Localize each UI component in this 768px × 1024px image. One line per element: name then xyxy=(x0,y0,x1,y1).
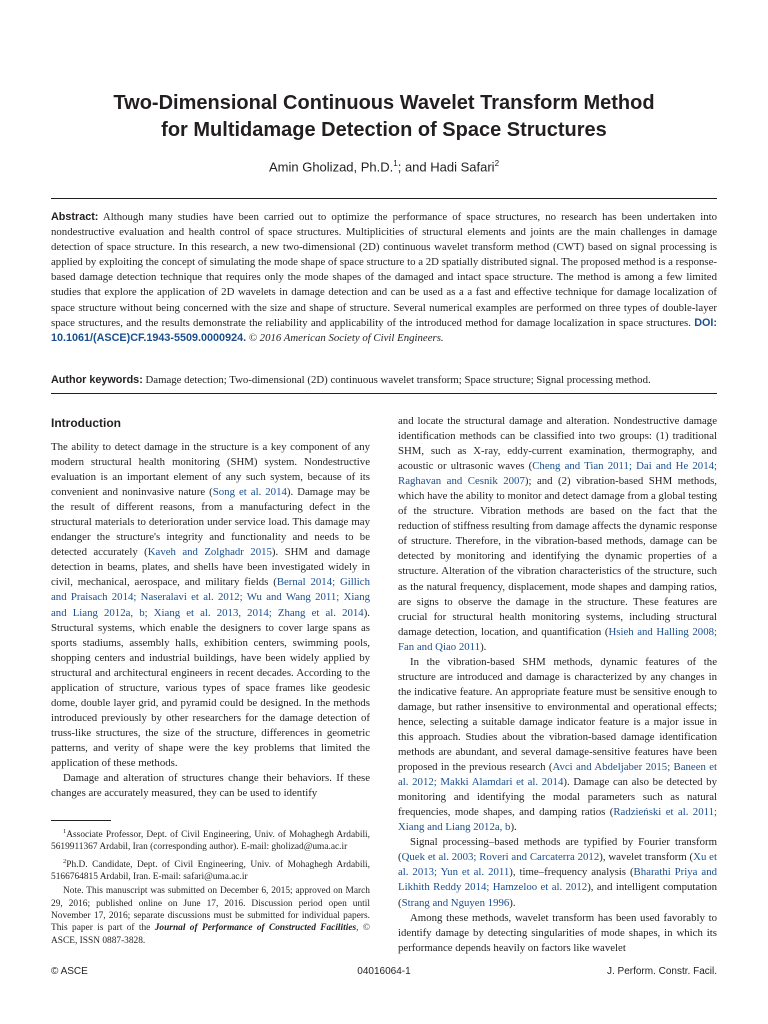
paragraph: Damage and alteration of structures change their behaviors. If these changes are accurately measured, they can be used to identify xyxy=(51,772,370,800)
author-keywords xyxy=(51,373,717,388)
left-column xyxy=(51,440,370,801)
footnote-text: Ph.D. Candidate, Dept. of Civil Engineering, Univ. of Mohaghegh Ardabili, 5166764815 Ardabil, Iran. E-mail: safari@uma.ac.ir xyxy=(51,859,370,883)
footnote-2 xyxy=(51,856,370,884)
note-text: Note. This manuscript was submitted on December 6, 2015; approved on March 29, 2016; published online on June 17, 2016. Discussion period open until November 17, 2016; separate discussions must be submitted for individual papers. This paper is part of the xyxy=(51,886,370,934)
abstract-top-rule xyxy=(51,198,717,199)
citation-link[interactable]: Cheng and Tian 2011; Dai and He 2014; Raghavan and Cesnik 2007 xyxy=(398,460,718,488)
footer-journal: J. Perform. Constr. Facil. xyxy=(606,966,717,977)
journal-name: Journal of Performance of Constructed Facilities xyxy=(154,923,357,934)
title-line-1: Two-Dimensional Continuous Wavelet Transform Method xyxy=(113,92,655,114)
text-run: ). xyxy=(509,896,516,909)
author-separator: ; and Hadi Safari xyxy=(397,159,495,175)
abstract-bottom-rule xyxy=(51,393,717,394)
text-run: The ability to detect damage in the structure is a key component of any modern structural health monitoring (SHM) system. Nondestructive evaluation is an important element of any such system, because of its convenient and noninvasive nature ( xyxy=(51,441,370,499)
footnote-1 xyxy=(51,826,370,854)
text-run: In the vibration-based SHM methods, dynamic features of the structure are introduced and damage is characterized by any changes in the indicative feature. An appropriate feature must be sensitive enough to damage, but rather insensitive to environmental and operational effects; hence, selecting a suitable damage indicator feature is a major issue in this approach. Studies about the vibration-based damage identification methods are abundant, and several damage-sensitive features have been proposed in the previous research ( xyxy=(398,655,717,774)
abstract-label: Abstract: xyxy=(51,211,99,223)
doi-label: DOI: xyxy=(694,316,717,329)
title-line-2: for Multidamage Detection of Space Structures xyxy=(161,119,607,141)
text-run: ). Damage may be the result of different reasons, from a manufacturing defect in the structural materials to deterioration under service load. This damage may endanger the structure's integrity and functionality and needs to be detected accurately ( xyxy=(51,486,370,559)
citation-link[interactable]: Radzieński et al. 2011; Xiang and Liang 2012a, b xyxy=(398,806,717,834)
citation-link[interactable]: Hsieh and Halling 2008; Fan and Qiao 2011 xyxy=(398,625,717,653)
author-1: Amin Gholizad, Ph.D. xyxy=(268,159,394,175)
text-run: and locate the structural damage and alteration. Nondestructive damage identification methods can be classified into two groups: (1) traditional SHM, such as X-ray, eddy-current examination, thermography, and acoustic or ultrasonic waves ( xyxy=(398,415,717,473)
text-run: ). xyxy=(480,640,487,653)
footnote-marker: 2 xyxy=(63,857,67,865)
footer-article-number: 04016064-1 xyxy=(357,966,411,977)
footnote-marker: 1 xyxy=(63,828,67,835)
copyright-line: © 2016 American Society of Civil Engineers. xyxy=(248,331,444,344)
keywords-label: Author keywords: xyxy=(51,374,143,386)
footnote-rule xyxy=(51,820,111,821)
introduction-heading: Introduction xyxy=(51,416,121,430)
text-run: ), time–frequency analysis ( xyxy=(509,866,634,879)
footer-publisher: © ASCE xyxy=(51,966,88,977)
abstract xyxy=(51,210,717,346)
citation-link[interactable]: Kaveh and Zolghadr 2015 xyxy=(147,546,272,559)
author-2-affil: 2 xyxy=(494,159,500,168)
note-text: , © ASCE, ISSN 0887-3828. xyxy=(51,923,370,946)
author-line xyxy=(40,159,728,174)
text-run: ). Structural systems, which enable the designers to cover large spans as sports stadiums, assembly halls, exhibition centers, swimming pools, shopping centers and industrial buildings, have been widely applied by structural and architectural engineers in recent decades. According to the application of structure, various types of space frames like geodesic dome, double layer grid, and pyramid could be designed. In the methods introduced previously by other researchers for the damage detection of truss-like structures, the size of the structure, differences in geometric patterns, and verity of shape were the key problems that limited the application of these methods. xyxy=(51,606,370,769)
citation-link[interactable]: Strang and Nguyen 1996 xyxy=(401,896,510,909)
right-column xyxy=(398,414,717,956)
citation-link[interactable]: Bernal 2014; Gillich and Praisach 2014; Naseralavi et al. 2012; Wu and Wang 2011; Xiang and Liang 2012a, b; Xiang et al. 2013, 2014; Zhang et al. 2014 xyxy=(51,576,370,619)
text-run: ). xyxy=(510,821,517,834)
doi-link[interactable]: 10.1061/(ASCE)CF.1943-5509.0000924. xyxy=(51,331,247,344)
citation-link[interactable]: Avci and Abdeljaber 2015; Baneen et al. 2012; Makki Alamdari et al. 2014 xyxy=(398,761,717,789)
text-run: ); and (2) vibration-based SHM methods, which have the ability to monitor and detect damage from a global testing of the structure. Vibration methods are based on the fact that the reduction of stiffness resulting from damage affects the dynamic response of structure. Therefore, in the vibration-based methods, damage can be detected by monitoring and identifying the dynamic properties of a structure. Alteration of the vibration characteristics of the structure, such as the natural frequency, displacement, mode shapes and damping ratios, are signs to observe the damage in the structure. These features are crucial for structural health monitoring systems, including structural damage detection, location, and quantification ( xyxy=(398,475,718,638)
text-run: ), and intelligent computation ( xyxy=(398,881,718,909)
text-run: ). Damage can also be detected by monitoring and identifying the modal parameters such as natural frequencies, mode shapes, and damping ratios ( xyxy=(398,776,717,819)
author-1-affil: 1 xyxy=(393,159,398,168)
citation-link[interactable]: Bharathi Priya and Likhith Reddy 2014; Hamzeloo et al. 2012 xyxy=(398,866,717,894)
submission-note xyxy=(51,885,370,946)
footnotes xyxy=(51,826,370,949)
paper-title xyxy=(40,90,728,144)
text-run: Signal processing–based methods are typified by Fourier transform ( xyxy=(398,836,717,864)
paragraph xyxy=(398,655,717,836)
paragraph xyxy=(398,414,717,655)
text-run: ). SHM and damage detection in beams, plates, and shells have been investigated widely in civil, mechanical, aerospace, and military fields ( xyxy=(51,546,370,589)
citation-link[interactable]: Xu et al. 2013; Yun et al. 2011 xyxy=(398,851,717,879)
text-run: ), wavelet transform ( xyxy=(599,851,694,864)
abstract-text: Although many studies have been carried out to optimize the performance of space structures, no research has been undertaken into nondestructive evaluation and health control of space structures. Multiplicities of structural elements and joints are the main challenges in damage detection of space structure. In this research, a new two-dimensional (2D) continuous wavelet transform method (CWT) based on signal processing is applied by exploiting the concept of simulating the mode shape of space structure to a 2D spatially distributed signal. The proposed method is a response-based damage detection technique that requires only the mode shapes of the damaged and intact space structure. The method is among a few limited studies that explore the application of 2D wavelets in damage detection and can be used as a a fast and effective technique for damage localization of space structure without being concerned with the size and shape of structure. Several numerical examples are performed on three types of double-layer space structures, and the results demonstrate the reliability and applicability of the introduced method for damage localization in space structures. xyxy=(51,211,717,329)
citation-link[interactable]: Quek et al. 2003; Roveri and Carcaterra 2012 xyxy=(401,851,600,864)
footnote-text: Associate Professor, Dept. of Civil Engineering, Univ. of Mohaghegh Ardabili, 5619911367 Ardabil, Iran (corresponding author). E-mail: gholizad@uma.ac.ir xyxy=(51,830,370,853)
citation-link[interactable]: Song et al. 2014 xyxy=(212,486,287,499)
paragraph: Among these methods, wavelet transform has been used favorably to identify damage by detecting singularities of mode shapes, in which its performance depends heavily on factors like wavelet xyxy=(398,911,717,954)
paragraph xyxy=(51,440,370,771)
paragraph xyxy=(398,835,717,910)
keywords-text: Damage detection; Two-dimensional (2D) continuous wavelet transform; Space structure; Signal processing method. xyxy=(145,374,651,386)
